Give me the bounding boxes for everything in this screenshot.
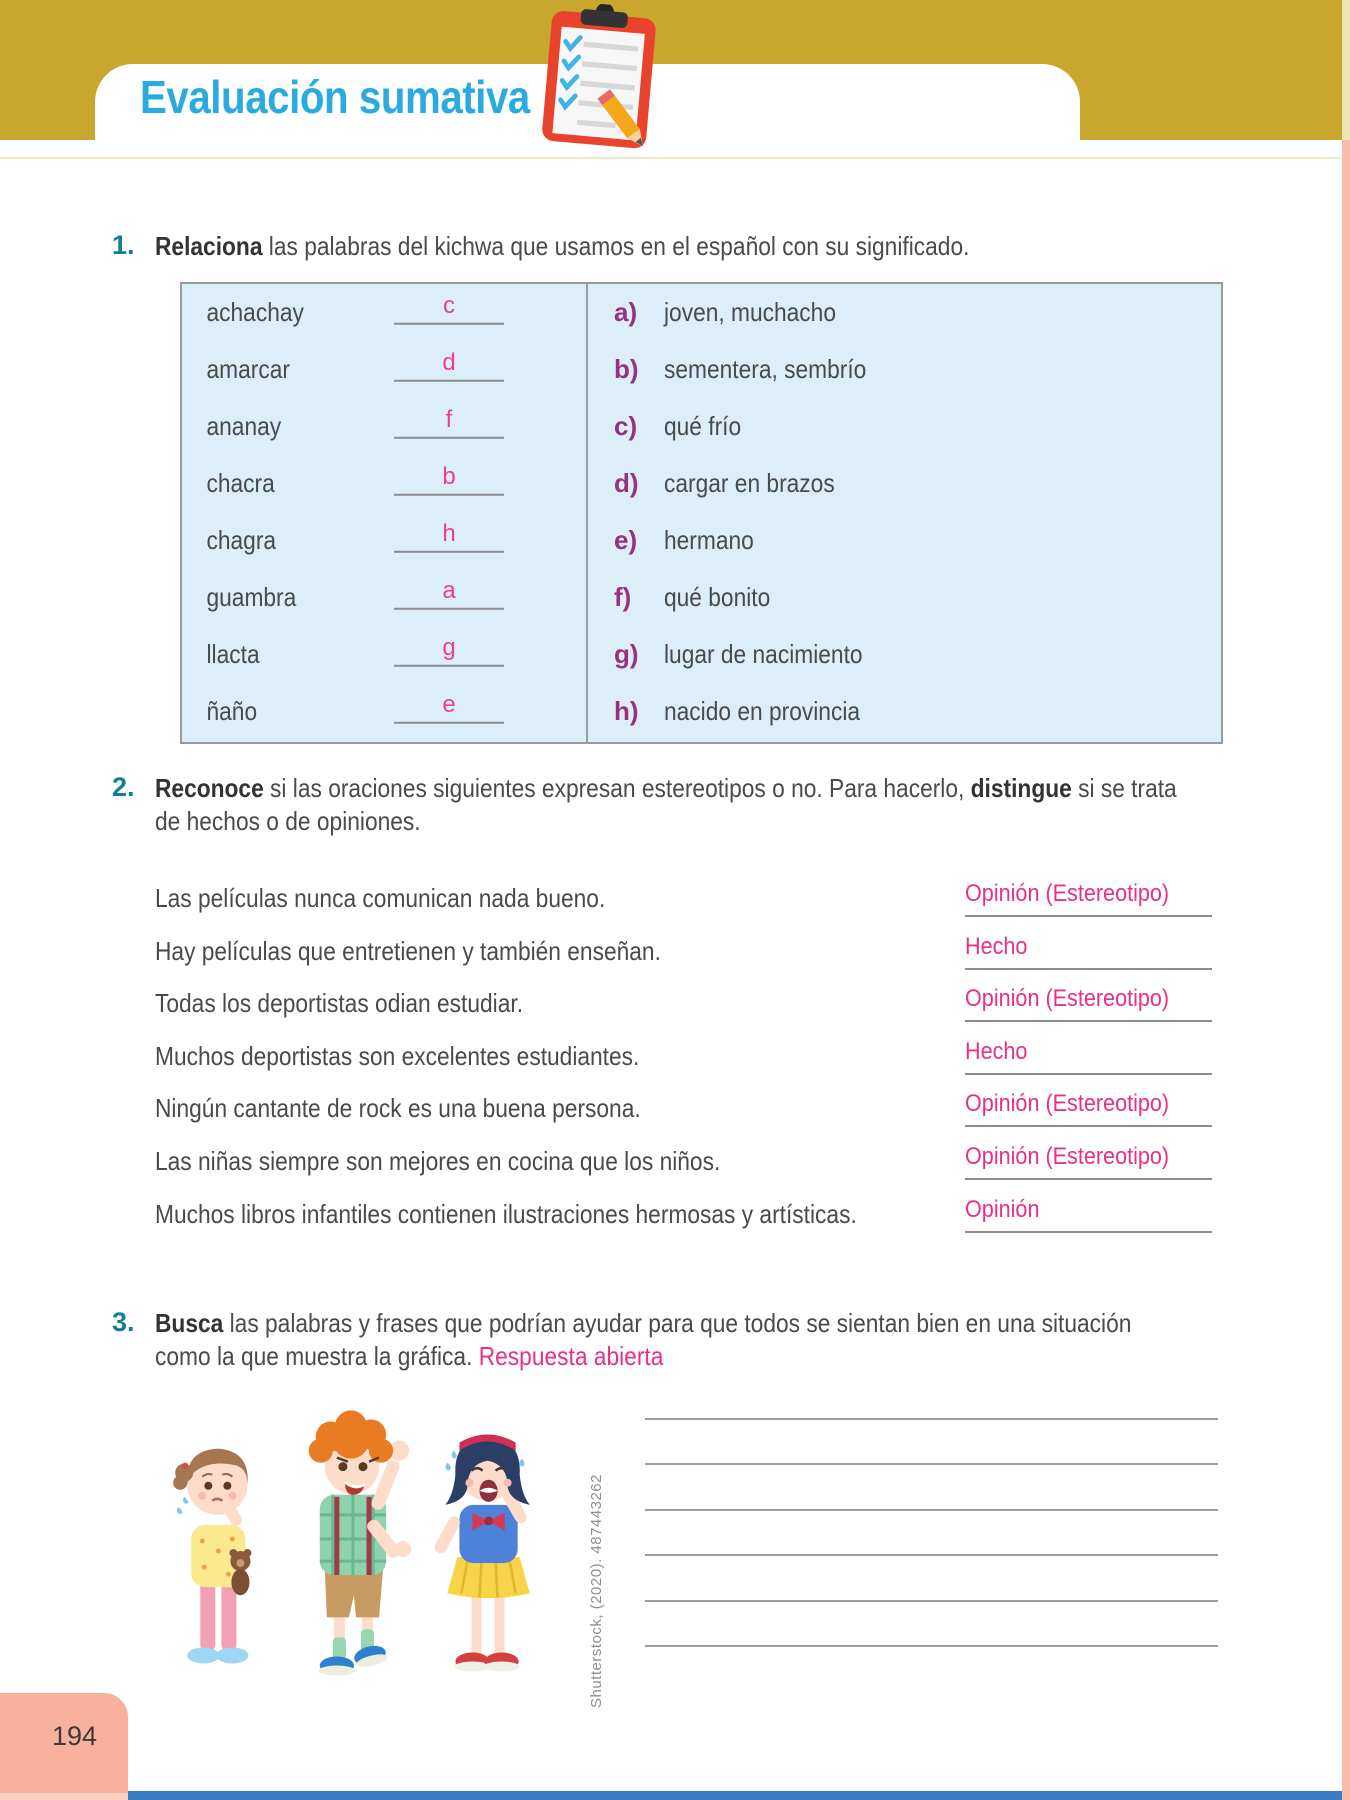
statement-text: Todas los deportistas odian estudiar. xyxy=(155,988,524,1019)
answer-field[interactable]: Opinión (Estereotipo) xyxy=(965,985,1212,1022)
children-bullying-illustration xyxy=(140,1388,592,1700)
statement-row xyxy=(155,1143,1225,1196)
table-row xyxy=(182,455,586,512)
option-letter: g) xyxy=(614,639,639,669)
answer-blank[interactable]: g xyxy=(394,635,504,666)
answer-blank[interactable]: d xyxy=(394,350,504,381)
curly-hair xyxy=(309,1410,393,1462)
page-number-tab xyxy=(0,1693,128,1800)
exercise-1-verb: Relaciona xyxy=(155,231,263,261)
kichwa-word: guambra xyxy=(206,582,297,612)
statement-row xyxy=(155,1038,1225,1091)
option-letter: f) xyxy=(614,582,632,612)
exercise-1-instruction: Relaciona las palabras del kichwa que usamos en el español con su significado. xyxy=(155,231,970,261)
table-row xyxy=(588,512,1221,569)
table-row xyxy=(182,512,586,569)
option-text: joven, muchacho xyxy=(664,297,836,327)
option-letter: e) xyxy=(614,525,638,555)
statement-row xyxy=(155,880,1225,933)
statement-text: Las niñas siempre son mejores en cocina que los niños. xyxy=(155,1145,721,1176)
option-letter: a) xyxy=(614,297,638,327)
table-row xyxy=(588,683,1221,740)
table-row xyxy=(182,569,586,626)
option-text: lugar de nacimiento xyxy=(664,639,863,669)
option-text: qué bonito xyxy=(664,582,771,612)
kichwa-word: chacra xyxy=(206,468,275,498)
answer-line[interactable] xyxy=(645,1463,1218,1465)
option-letter: d) xyxy=(614,468,639,498)
kichwa-word: chagra xyxy=(206,525,277,555)
answer-line[interactable] xyxy=(645,1600,1218,1602)
option-letter: c) xyxy=(614,411,638,441)
answer-line[interactable] xyxy=(645,1509,1218,1511)
answer-blank[interactable]: f xyxy=(394,407,504,438)
table-row xyxy=(588,398,1221,455)
kichwa-word: ñaño xyxy=(206,696,258,726)
option-text: nacido en provincia xyxy=(664,696,861,726)
answer-blank[interactable]: a xyxy=(394,578,504,609)
statement-row xyxy=(155,933,1225,986)
bottom-edge-bar xyxy=(128,1791,1350,1800)
option-letter: h) xyxy=(614,696,639,726)
table-row xyxy=(182,626,586,683)
right-edge-strip xyxy=(1342,140,1350,1800)
table-row xyxy=(588,569,1221,626)
table-row xyxy=(182,284,586,341)
option-text: qué frío xyxy=(664,411,742,441)
option-text: hermano xyxy=(664,525,754,555)
exercise-2-items xyxy=(155,880,1225,1248)
answer-field[interactable]: Hecho xyxy=(965,1038,1212,1075)
statement-row xyxy=(155,1196,1225,1249)
table-row xyxy=(588,455,1221,512)
statement-text: Muchos libros infantiles contienen ilustraciones hermosas y artísticas. xyxy=(155,1198,857,1229)
open-answer-note: Respuesta abierta xyxy=(478,1341,664,1371)
answer-blank[interactable]: e xyxy=(394,692,504,723)
table-row xyxy=(588,341,1221,398)
clipboard-clip xyxy=(580,1,629,28)
exercise-2-instruction: Reconoce si las oraciones siguientes expresan estereotipos o no. Para hacerlo, distingue si se trata de hechos o de opiniones. xyxy=(155,773,1177,836)
option-letter: b) xyxy=(614,354,639,384)
table-row xyxy=(182,398,586,455)
exercise-3-number: 3. xyxy=(112,1307,135,1337)
statement-text: Muchos deportistas son excelentes estudiantes. xyxy=(155,1040,640,1071)
exercise-2-verb: Reconoce xyxy=(155,773,264,803)
statement-row xyxy=(155,985,1225,1038)
meanings-column xyxy=(588,284,1221,742)
answer-field[interactable]: Opinión (Estereotipo) xyxy=(965,1143,1212,1180)
option-text: cargar en brazos xyxy=(664,468,835,498)
answer-field[interactable]: Opinión (Estereotipo) xyxy=(965,880,1212,917)
answer-blank[interactable]: b xyxy=(394,464,504,495)
crying-girl-in-skirt xyxy=(433,1435,530,1672)
answer-line[interactable] xyxy=(645,1554,1218,1556)
bullying-boy xyxy=(309,1410,411,1675)
table-row xyxy=(588,626,1221,683)
exercise-2-verb2: distingue xyxy=(970,773,1072,803)
photo-credit: Shutterstock, (2020). 487443262 xyxy=(588,1474,605,1708)
matching-table xyxy=(180,282,1223,744)
right-edge-strip-top xyxy=(1342,0,1350,140)
option-text: sementera, sembrío xyxy=(664,354,867,384)
table-row xyxy=(588,284,1221,341)
statement-text: Las películas nunca comunican nada bueno. xyxy=(155,883,606,913)
answer-field[interactable]: Opinión xyxy=(965,1196,1212,1233)
answer-line[interactable] xyxy=(645,1645,1218,1647)
answer-field[interactable]: Opinión (Estereotipo) xyxy=(965,1090,1212,1127)
kichwa-word: achachay xyxy=(206,297,304,327)
kichwa-word: llacta xyxy=(206,639,260,669)
exercise-2-number: 2. xyxy=(112,772,135,802)
clipboard-checklist-icon xyxy=(527,0,672,159)
exercise-1-number: 1. xyxy=(112,230,135,260)
header-divider xyxy=(0,157,1342,159)
page-number: 194 xyxy=(52,1721,98,1751)
page-title: Evaluación sumativa xyxy=(140,71,530,123)
answer-line[interactable] xyxy=(645,1418,1218,1420)
table-row xyxy=(182,683,586,740)
statement-row xyxy=(155,1090,1225,1143)
exercise-3-instruction: Busca las palabras y frases que podrían ayudar para que todos se sientan bien en una situación como la que muestra la gráfica. Respuesta abierta xyxy=(155,1308,1132,1371)
table-row xyxy=(182,341,586,398)
statement-text: Hay películas que entretienen y también enseñan. xyxy=(155,935,661,966)
exercise-3-verb: Busca xyxy=(155,1308,224,1338)
kichwa-word: ananay xyxy=(206,411,282,441)
kichwa-words-column xyxy=(182,284,586,742)
statement-text: Ningún cantante de rock es una buena persona. xyxy=(155,1093,641,1124)
answer-field[interactable]: Hecho xyxy=(965,933,1212,970)
answer-blank[interactable]: c xyxy=(394,293,504,324)
crying-girl-with-teddy xyxy=(173,1449,251,1664)
kichwa-word: amarcar xyxy=(206,354,290,384)
tab-bottom-strip xyxy=(0,1793,128,1800)
answer-blank[interactable]: h xyxy=(394,521,504,552)
